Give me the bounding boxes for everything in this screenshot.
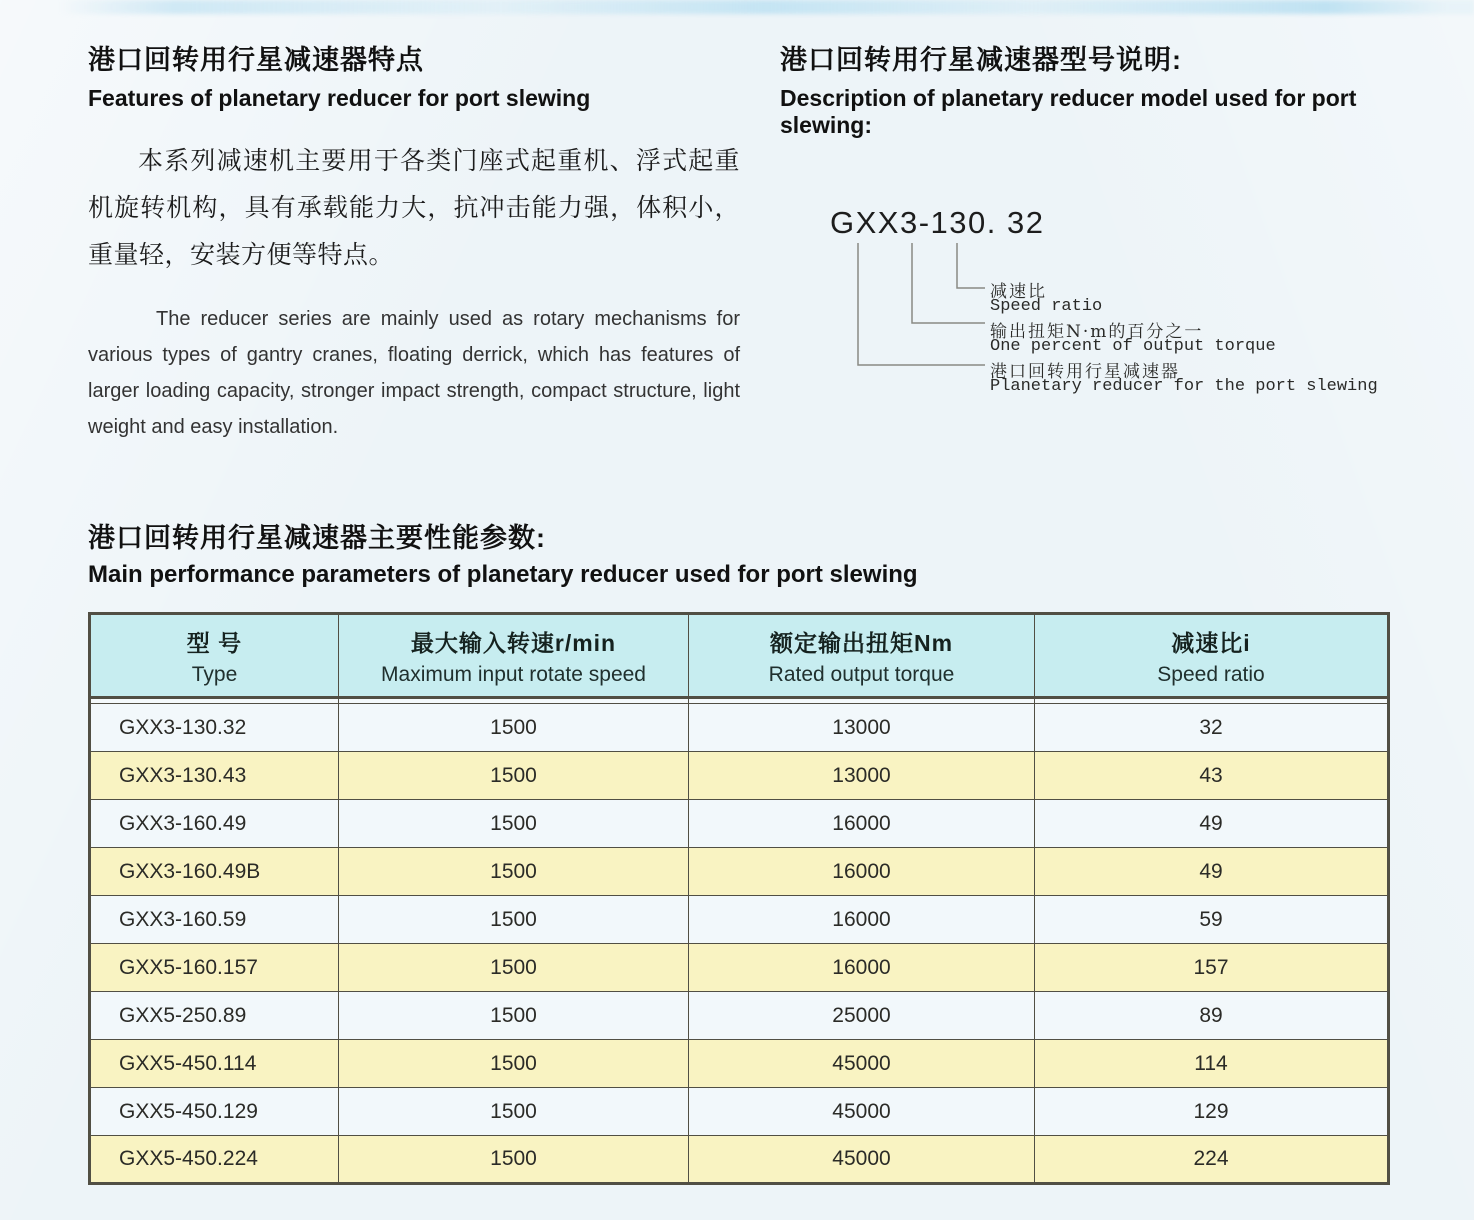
table-header-row bbox=[90, 614, 1389, 698]
value-cell: 16000 bbox=[689, 896, 1035, 944]
value-cell: 1500 bbox=[339, 1040, 689, 1088]
col-header-speed-ratio bbox=[1035, 614, 1389, 698]
value-cell: 129 bbox=[1035, 1088, 1389, 1136]
model-title-en: Description of planetary reducer model used for port slewing: bbox=[780, 85, 1357, 138]
value-cell: 45000 bbox=[689, 1136, 1035, 1184]
table-row bbox=[90, 896, 1389, 944]
features-paragraph-en: The reducer series are mainly used as rotary mechanisms for various types of gantry cranes, floating derrick, which has features of larger loading capacity, stronger impact strength, compact structure, light weight and easy installation. bbox=[88, 308, 740, 438]
value-cell: 13000 bbox=[689, 752, 1035, 800]
value-cell: 16000 bbox=[689, 800, 1035, 848]
value-cell: 114 bbox=[1035, 1040, 1389, 1088]
type-cell: GXX5-450.129 bbox=[90, 1088, 339, 1136]
callout-reducer-type-zh: 港口回转用行星减速器 bbox=[990, 362, 1180, 382]
value-cell: 49 bbox=[1035, 800, 1389, 848]
col-header-speed-ratio-zh: 减速比i bbox=[1171, 629, 1251, 656]
table-row bbox=[90, 704, 1389, 752]
model-code-diagram bbox=[780, 195, 1474, 425]
type-cell: GXX3-160.49B bbox=[90, 848, 339, 896]
type-cell: GXX3-160.59 bbox=[90, 896, 339, 944]
type-cell: GXX5-160.157 bbox=[90, 944, 339, 992]
performance-section-heading bbox=[88, 516, 1288, 589]
value-cell: 1500 bbox=[339, 1088, 689, 1136]
value-cell: 43 bbox=[1035, 752, 1389, 800]
callout-reducer-type-en: Planetary reducer for the port slewing bbox=[990, 377, 1378, 396]
value-cell: 157 bbox=[1035, 944, 1389, 992]
model-title-zh: 港口回转用行星减速器型号说明: bbox=[780, 45, 1182, 75]
table-row bbox=[90, 1040, 1389, 1088]
table-body bbox=[90, 698, 1389, 1184]
callout-speed-ratio-zh: 减速比 bbox=[990, 282, 1047, 302]
table-row bbox=[90, 848, 1389, 896]
type-cell: GXX5-250.89 bbox=[90, 992, 339, 1040]
features-paragraph-zh: 本系列减速机主要用于各类门座式起重机、浮式起重机旋转机构，具有承载能力大，抗冲击能力强，体积小，重量轻，安装方便等特点。 bbox=[88, 147, 740, 269]
value-cell: 16000 bbox=[689, 944, 1035, 992]
performance-title-zh: 港口回转用行星减速器主要性能参数: bbox=[88, 523, 546, 553]
value-cell: 49 bbox=[1035, 848, 1389, 896]
col-header-input-speed-en: Maximum input rotate speed bbox=[381, 662, 646, 686]
value-cell: 25000 bbox=[689, 992, 1035, 1040]
value-cell: 1500 bbox=[339, 896, 689, 944]
col-header-output-torque bbox=[689, 614, 1035, 698]
value-cell: 89 bbox=[1035, 992, 1389, 1040]
type-cell: GXX5-450.224 bbox=[90, 1136, 339, 1184]
value-cell: 59 bbox=[1035, 896, 1389, 944]
table-row bbox=[90, 1088, 1389, 1136]
col-header-output-torque-en: Rated output torque bbox=[768, 662, 955, 686]
value-cell: 1500 bbox=[339, 752, 689, 800]
callout-output-torque-en: One percent of output torque bbox=[990, 337, 1276, 356]
value-cell: 1500 bbox=[339, 944, 689, 992]
col-header-output-torque-zh: 额定输出扭矩Nm bbox=[769, 629, 954, 656]
table-header bbox=[90, 614, 1389, 698]
col-header-type-zh: 型 号 bbox=[186, 629, 243, 656]
type-cell: GXX3-130.43 bbox=[90, 752, 339, 800]
callout-output-torque-zh: 输出扭矩N·m的百分之一 bbox=[990, 322, 1204, 342]
type-cell: GXX3-160.49 bbox=[90, 800, 339, 848]
value-cell: 1500 bbox=[339, 1136, 689, 1184]
features-title-zh: 港口回转用行星减速器特点 bbox=[88, 45, 424, 75]
col-header-type bbox=[90, 614, 339, 698]
value-cell: 45000 bbox=[689, 1040, 1035, 1088]
table-row bbox=[90, 1136, 1389, 1184]
value-cell: 45000 bbox=[689, 1088, 1035, 1136]
callout-speed-ratio-en: Speed ratio bbox=[990, 297, 1103, 316]
value-cell: 224 bbox=[1035, 1136, 1389, 1184]
col-header-speed-ratio-en: Speed ratio bbox=[1157, 662, 1265, 686]
value-cell: 16000 bbox=[689, 848, 1035, 896]
features-section bbox=[88, 38, 740, 445]
performance-parameters-table bbox=[88, 612, 1390, 1185]
table-row bbox=[90, 992, 1389, 1040]
col-header-input-speed-zh: 最大输入转速r/min bbox=[410, 629, 617, 656]
type-cell: GXX5-450.114 bbox=[90, 1040, 339, 1088]
value-cell: 32 bbox=[1035, 704, 1389, 752]
model-code: GXX3-130. 32 bbox=[830, 205, 1045, 240]
table-row bbox=[90, 944, 1389, 992]
model-description-section bbox=[780, 38, 1420, 139]
col-header-input-speed bbox=[339, 614, 689, 698]
value-cell: 1500 bbox=[339, 704, 689, 752]
value-cell: 1500 bbox=[339, 848, 689, 896]
scan-artifact-top bbox=[0, 0, 1474, 14]
value-cell: 1500 bbox=[339, 800, 689, 848]
value-cell: 13000 bbox=[689, 704, 1035, 752]
col-header-type-en: Type bbox=[191, 662, 238, 686]
table-row bbox=[90, 800, 1389, 848]
performance-title-en: Main performance parameters of planetary reducer used for port slewing bbox=[88, 561, 918, 588]
table-row bbox=[90, 752, 1389, 800]
features-title-en: Features of planetary reducer for port slewing bbox=[88, 85, 591, 111]
type-cell: GXX3-130.32 bbox=[90, 704, 339, 752]
value-cell: 1500 bbox=[339, 992, 689, 1040]
